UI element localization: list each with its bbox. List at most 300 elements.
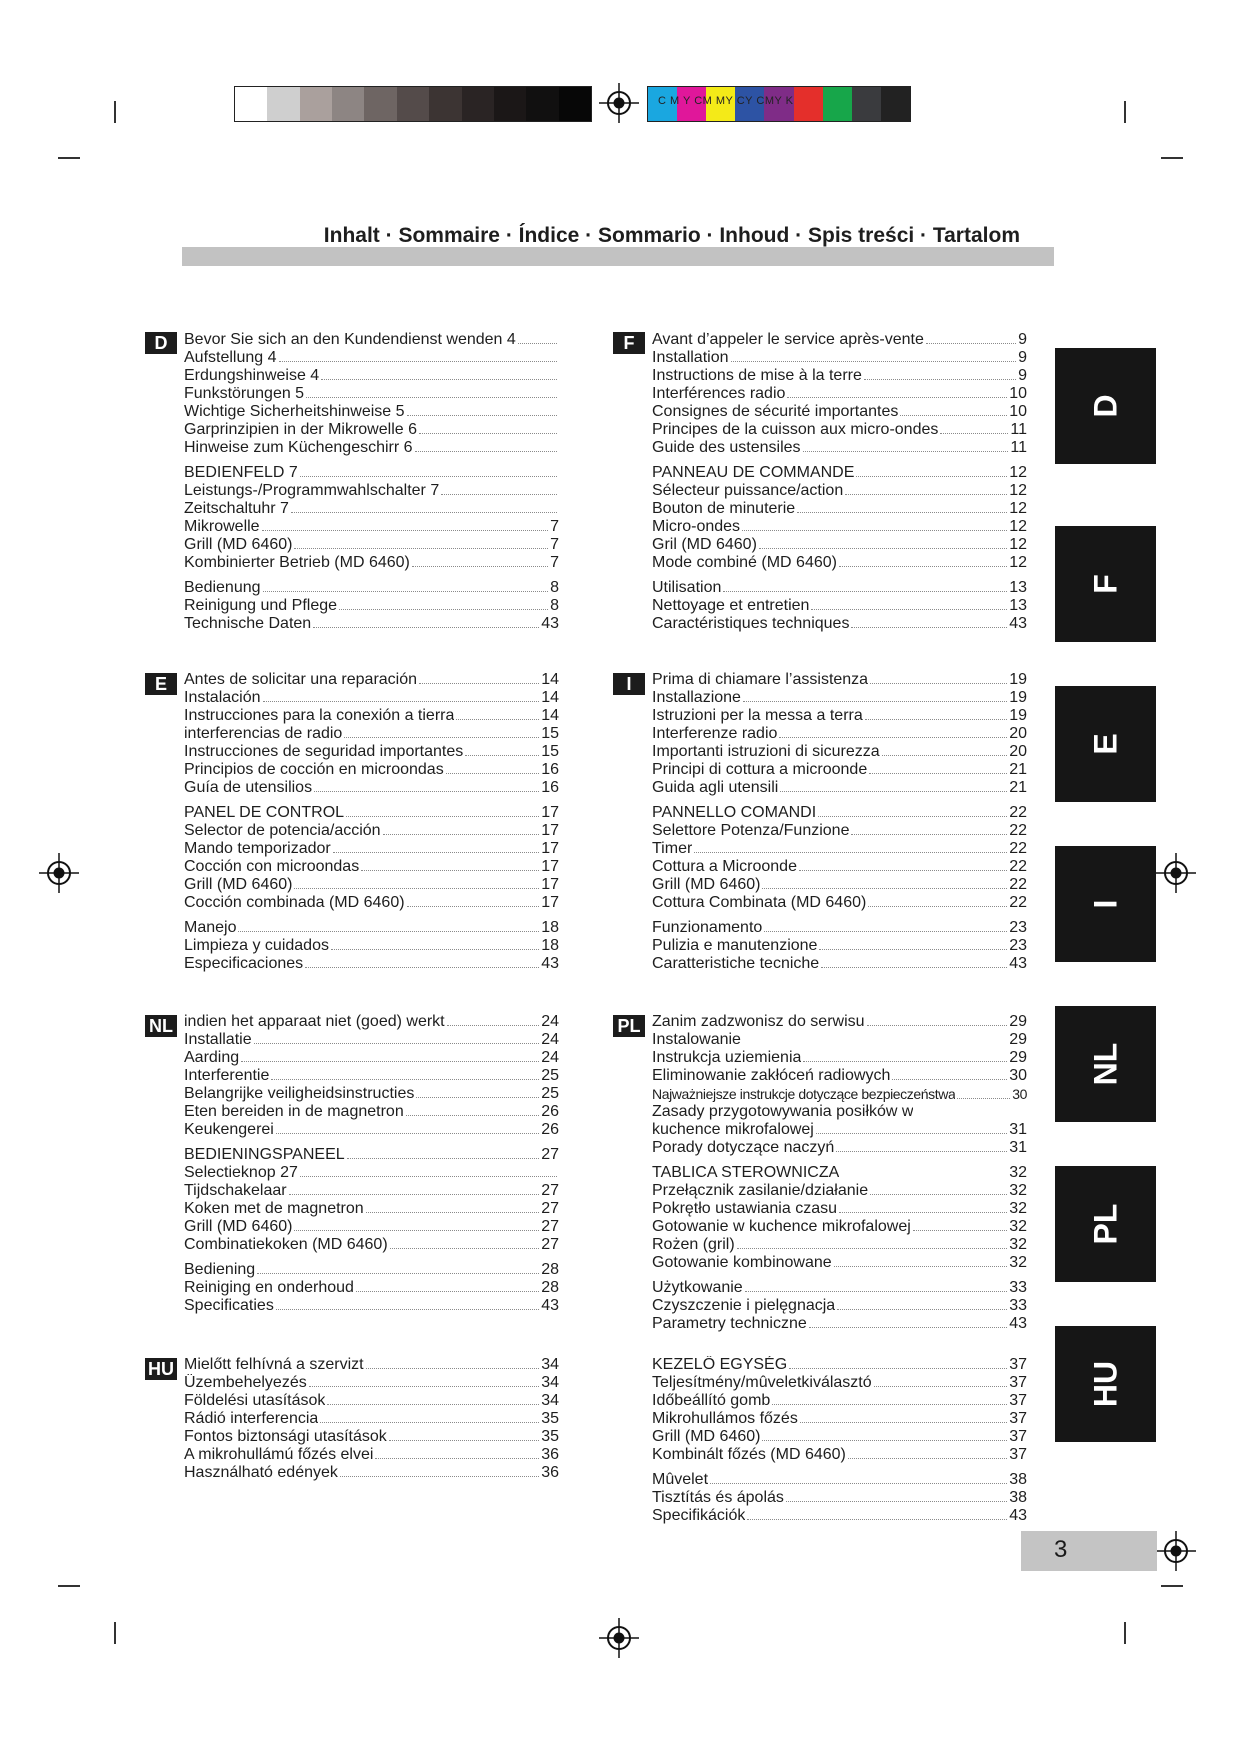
toc-entry-title: PANNELLO COMANDI bbox=[652, 804, 817, 821]
dot-leader bbox=[851, 834, 1007, 835]
toc-entry-title: Principios de cocción en microondas bbox=[184, 761, 444, 778]
toc-entry-page: 30 bbox=[1009, 1067, 1027, 1084]
dot-leader bbox=[957, 1098, 1010, 1099]
toc-entry-title: Mielőtt felhívná a szervizt bbox=[184, 1356, 364, 1373]
toc-entry-title: Tijdschakelaar bbox=[184, 1182, 287, 1199]
dot-leader bbox=[276, 1133, 539, 1134]
toc-entry bbox=[184, 725, 559, 743]
toc-entry-title: Kombinierter Betrieb (MD 6460) bbox=[184, 554, 410, 571]
toc-entry-title: Najważniejsze instrukcje dotyczące bezpieczeństwa bbox=[652, 1086, 956, 1102]
toc-entry bbox=[184, 804, 559, 822]
toc-entry-title: BEDIENFELD 7 bbox=[184, 464, 298, 481]
dot-leader bbox=[356, 1291, 539, 1292]
toc-entry-title: Mûvelet bbox=[652, 1471, 709, 1488]
toc-entry-page: 12 bbox=[1009, 536, 1027, 553]
toc-entry-page: 37 bbox=[1009, 1374, 1027, 1391]
color-swatch bbox=[852, 87, 881, 121]
toc-entry-title: Kombinált főzés (MD 6460) bbox=[652, 1446, 846, 1463]
toc-entry bbox=[652, 1410, 1027, 1428]
toc-entry-page: 8 bbox=[550, 579, 559, 596]
dot-leader bbox=[803, 451, 1009, 452]
toc-entry-page: 25 bbox=[541, 1067, 559, 1084]
color-swatch bbox=[559, 87, 591, 121]
toc-entry-page: 19 bbox=[1009, 671, 1027, 688]
toc-entry-title: Antes de solicitar una reparación bbox=[184, 671, 418, 688]
toc-entry-page: 43 bbox=[1009, 1507, 1027, 1524]
toc-entry bbox=[652, 385, 1027, 403]
dot-leader bbox=[694, 852, 1007, 853]
toc-entry bbox=[184, 1261, 559, 1279]
toc-entry-title: Gotowanie w kuchence mikrofalowej bbox=[652, 1218, 911, 1235]
toc-entry bbox=[652, 349, 1027, 367]
toc-entry bbox=[652, 421, 1027, 439]
toc-entry bbox=[652, 725, 1027, 743]
toc-entry-title: Selector de potencia/acción bbox=[184, 822, 381, 839]
dot-leader bbox=[821, 967, 1007, 968]
toc-entry-page: 43 bbox=[1009, 615, 1027, 632]
dot-leader bbox=[870, 683, 1007, 684]
toc-entry-page: 17 bbox=[541, 894, 559, 911]
side-tab-d: D bbox=[1055, 348, 1156, 464]
toc-entry bbox=[184, 1049, 559, 1067]
toc-entry-title: Grill (MD 6460) bbox=[652, 876, 761, 893]
toc-entry bbox=[184, 1182, 559, 1200]
toc-entry-page: 34 bbox=[541, 1374, 559, 1391]
dot-leader bbox=[366, 1212, 540, 1213]
dot-leader bbox=[441, 494, 557, 495]
toc-entry-page: 32 bbox=[1009, 1164, 1027, 1181]
toc-entry-title: Földelési utasítások bbox=[184, 1392, 326, 1409]
color-swatch bbox=[332, 87, 364, 121]
color-bar-label: C M Y CM MY CY CMY K bbox=[658, 95, 794, 107]
toc-entry-page: 12 bbox=[1009, 500, 1027, 517]
toc-entry-title: Limpieza y cuidados bbox=[184, 937, 329, 954]
dot-leader bbox=[803, 1061, 1007, 1062]
toc-entry-title: Especificaciones bbox=[184, 955, 304, 972]
dot-leader bbox=[851, 627, 1007, 628]
toc-entry bbox=[652, 1067, 1027, 1085]
toc-section-i bbox=[652, 671, 1027, 973]
toc-entry bbox=[184, 1121, 559, 1139]
dot-leader bbox=[327, 1404, 539, 1405]
toc-entry-page: 22 bbox=[1009, 894, 1027, 911]
color-swatch bbox=[429, 87, 461, 121]
toc-entry-title: Instructions de mise à la terre bbox=[652, 367, 862, 384]
toc-entry bbox=[652, 1085, 1027, 1103]
toc-entry-page: 35 bbox=[541, 1428, 559, 1445]
dot-leader bbox=[837, 1309, 1007, 1310]
toc-section-d bbox=[184, 331, 559, 633]
dot-leader bbox=[834, 1266, 1008, 1267]
toc-entry-title: Eliminowanie zakłóceń radiowych bbox=[652, 1067, 891, 1084]
toc-entry-page: 33 bbox=[1009, 1297, 1027, 1314]
toc-entry-title: kuchence mikrofalowej bbox=[652, 1121, 814, 1138]
toc-entry-title: Specificaties bbox=[184, 1297, 274, 1314]
toc-entry-title: Reiniging en onderhoud bbox=[184, 1279, 354, 1296]
toc-entry bbox=[184, 367, 559, 385]
dot-leader bbox=[780, 791, 1007, 792]
dot-leader bbox=[406, 1115, 539, 1116]
toc-entry-page: 22 bbox=[1009, 840, 1027, 857]
registration-mark-icon bbox=[599, 83, 639, 123]
toc-entry-page: 36 bbox=[541, 1464, 559, 1481]
section-tag-pl: PL bbox=[613, 1015, 645, 1037]
toc-entry bbox=[184, 955, 559, 973]
toc-entry-page: 22 bbox=[1009, 876, 1027, 893]
dot-leader bbox=[745, 1291, 1008, 1292]
toc-entry-title: Parametry techniczne bbox=[652, 1315, 807, 1332]
toc-entry-page: 32 bbox=[1009, 1182, 1027, 1199]
toc-entry bbox=[652, 1236, 1027, 1254]
side-tab-e: E bbox=[1055, 686, 1156, 802]
toc-entry-title: Installation bbox=[652, 349, 729, 366]
toc-entry-page: 23 bbox=[1009, 937, 1027, 954]
toc-entry bbox=[652, 1121, 1027, 1139]
toc-entry-title: BEDIENINGSPANEEL bbox=[184, 1146, 345, 1163]
toc-entry bbox=[652, 1139, 1027, 1157]
toc-entry bbox=[184, 743, 559, 761]
toc-entry-title: Aarding bbox=[184, 1049, 240, 1066]
toc-entry-page: 18 bbox=[541, 919, 559, 936]
dot-leader bbox=[723, 591, 1007, 592]
toc-section-hu bbox=[184, 1356, 559, 1482]
side-tab-f: F bbox=[1055, 526, 1156, 642]
toc-entry-page: 43 bbox=[1009, 1315, 1027, 1332]
dot-leader bbox=[333, 852, 539, 853]
crop-mark bbox=[114, 101, 116, 123]
toc-entry-title: Leistungs-/Programmwahlschalter 7 bbox=[184, 482, 440, 499]
toc-entry-page: 43 bbox=[541, 1297, 559, 1314]
toc-entry bbox=[652, 1356, 1027, 1374]
toc-entry-page: 12 bbox=[1009, 482, 1027, 499]
toc-entry-title: Interferentie bbox=[184, 1067, 270, 1084]
toc-entry bbox=[652, 1013, 1027, 1031]
toc-entry bbox=[652, 707, 1027, 725]
toc-entry bbox=[652, 779, 1027, 797]
color-swatch bbox=[300, 87, 332, 121]
toc-entry bbox=[652, 919, 1027, 937]
toc-entry-title: Technische Daten bbox=[184, 615, 312, 632]
toc-entry-title: Porady dotyczące naczyń bbox=[652, 1139, 835, 1156]
toc-entry bbox=[652, 822, 1027, 840]
dot-leader bbox=[416, 1097, 539, 1098]
toc-entry-page: 31 bbox=[1009, 1139, 1027, 1156]
toc-entry-title: Grill (MD 6460) bbox=[652, 1428, 761, 1445]
dot-leader bbox=[845, 494, 1007, 495]
dot-leader bbox=[816, 1133, 1007, 1134]
dot-leader bbox=[294, 888, 539, 889]
toc-entry bbox=[184, 536, 559, 554]
toc-entry bbox=[652, 894, 1027, 912]
toc-entry-page: 9 bbox=[1018, 331, 1027, 348]
dot-leader bbox=[818, 816, 1007, 817]
toc-entry-page: 10 bbox=[1009, 385, 1027, 402]
toc-entry-title: Mikrowelle bbox=[184, 518, 260, 535]
toc-entry bbox=[184, 858, 559, 876]
toc-entry-title: A mikrohullámú főzés elvei bbox=[184, 1446, 374, 1463]
toc-entry bbox=[184, 779, 559, 797]
toc-entry bbox=[184, 615, 559, 633]
registration-mark-icon bbox=[39, 853, 79, 893]
toc-entry bbox=[184, 597, 559, 615]
toc-entry-page: 30 bbox=[1012, 1086, 1027, 1102]
dot-leader bbox=[762, 888, 1007, 889]
toc-entry bbox=[652, 689, 1027, 707]
toc-entry bbox=[184, 1031, 559, 1049]
toc-entry-title: Użytkowanie bbox=[652, 1279, 743, 1296]
color-swatch bbox=[881, 87, 910, 121]
dot-leader bbox=[772, 1404, 1007, 1405]
toc-entry-page: 32 bbox=[1009, 1200, 1027, 1217]
section-tag-d: D bbox=[145, 332, 177, 354]
toc-entry-title: Caratteristiche tecniche bbox=[652, 955, 820, 972]
dot-leader bbox=[305, 967, 539, 968]
toc-entry bbox=[184, 1085, 559, 1103]
toc-entry-title: Nettoyage et entretien bbox=[652, 597, 810, 614]
dot-leader bbox=[447, 1025, 540, 1026]
toc-entry-title: Grill (MD 6460) bbox=[184, 1218, 293, 1235]
toc-entry-title: Koken met de magnetron bbox=[184, 1200, 364, 1217]
toc-entry-page: 15 bbox=[541, 743, 559, 760]
dot-leader bbox=[383, 834, 540, 835]
dot-leader bbox=[407, 906, 540, 907]
dot-leader bbox=[361, 870, 539, 871]
dot-leader bbox=[870, 1194, 1007, 1195]
toc-entry-page: 19 bbox=[1009, 689, 1027, 706]
toc-section-pl bbox=[652, 1013, 1027, 1333]
toc-entry bbox=[652, 615, 1027, 633]
toc-entry-title: Zeitschaltuhr 7 bbox=[184, 500, 289, 517]
toc-entry bbox=[652, 403, 1027, 421]
toc-entry-title: Istruzioni per la messa a terra bbox=[652, 707, 863, 724]
toc-entry bbox=[184, 1464, 559, 1482]
dot-leader bbox=[291, 512, 557, 513]
dot-leader bbox=[743, 701, 1007, 702]
toc-entry-page: 17 bbox=[541, 804, 559, 821]
toc-entry-title: Gotowanie kombinowane bbox=[652, 1254, 832, 1271]
toc-entry-title: Használható edények bbox=[184, 1464, 338, 1481]
dot-leader bbox=[759, 548, 1007, 549]
toc-entry-title: PANEL DE CONTROL bbox=[184, 804, 345, 821]
dot-leader bbox=[407, 415, 557, 416]
dot-leader bbox=[786, 1501, 1007, 1502]
toc-entry-page: 27 bbox=[541, 1200, 559, 1217]
dot-leader bbox=[940, 433, 1008, 434]
toc-entry-title: Instalowanie bbox=[652, 1031, 741, 1048]
color-swatch bbox=[794, 87, 823, 121]
toc-entry bbox=[652, 1489, 1027, 1507]
registration-mark-icon bbox=[1156, 1531, 1196, 1571]
toc-entry bbox=[184, 500, 559, 518]
crop-mark bbox=[1124, 1622, 1126, 1644]
dot-leader bbox=[331, 949, 539, 950]
toc-entry-title: Cocción con microondas bbox=[184, 858, 360, 875]
toc-entry-page: 28 bbox=[541, 1279, 559, 1296]
dot-leader bbox=[412, 566, 548, 567]
toc-entry bbox=[652, 464, 1027, 482]
toc-entry-title: Avant d’appeler le service après-vente bbox=[652, 331, 924, 348]
toc-entry bbox=[652, 1031, 1027, 1049]
toc-entry-page: 24 bbox=[541, 1013, 559, 1030]
dot-leader bbox=[390, 1248, 540, 1249]
toc-entry-page: 31 bbox=[1009, 1121, 1027, 1138]
registration-mark-icon bbox=[599, 1618, 639, 1658]
toc-entry bbox=[652, 1218, 1027, 1236]
toc-entry-page: 7 bbox=[550, 518, 559, 535]
toc-entry-page: 29 bbox=[1009, 1013, 1027, 1030]
page-number-box bbox=[1021, 1531, 1157, 1571]
toc-entry bbox=[184, 1392, 559, 1410]
section-tag-i: I bbox=[613, 673, 645, 695]
toc-entry-title: Micro-ondes bbox=[652, 518, 741, 535]
dot-leader bbox=[279, 361, 557, 362]
dot-leader bbox=[819, 949, 1007, 950]
toc-entry bbox=[652, 858, 1027, 876]
dot-leader bbox=[799, 870, 1007, 871]
toc-entry bbox=[184, 876, 559, 894]
section-tag-hu: HU bbox=[145, 1358, 177, 1380]
toc-entry-page: 21 bbox=[1009, 761, 1027, 778]
toc-entry-page: 7 bbox=[550, 554, 559, 571]
color-swatch bbox=[462, 87, 494, 121]
dot-leader bbox=[762, 1440, 1007, 1441]
dot-leader bbox=[276, 1309, 539, 1310]
toc-entry-title: Rádió interferencia bbox=[184, 1410, 319, 1427]
toc-entry bbox=[652, 955, 1027, 973]
dot-leader bbox=[309, 1386, 539, 1387]
dot-leader bbox=[779, 737, 1007, 738]
toc-entry bbox=[184, 894, 559, 912]
toc-entry-title: Bouton de minuterie bbox=[652, 500, 796, 517]
toc-entry bbox=[652, 1471, 1027, 1489]
toc-entry-page: 22 bbox=[1009, 804, 1027, 821]
dot-leader bbox=[344, 737, 539, 738]
toc-entry-title: Fontos biztonsági utasítások bbox=[184, 1428, 387, 1445]
dot-leader bbox=[262, 530, 549, 531]
dot-leader bbox=[864, 379, 1016, 380]
toc-entry bbox=[652, 518, 1027, 536]
toc-entry bbox=[184, 937, 559, 955]
toc-entry bbox=[184, 1410, 559, 1428]
dot-leader bbox=[856, 476, 1007, 477]
toc-section-nl bbox=[184, 1013, 559, 1315]
toc-entry-title: Combinatiekoken (MD 6460) bbox=[184, 1236, 388, 1253]
dot-leader bbox=[419, 433, 557, 434]
toc-entry-page: 27 bbox=[541, 1182, 559, 1199]
toc-entry-title: Caractéristiques techniques bbox=[652, 615, 850, 632]
dot-leader bbox=[710, 1483, 1007, 1484]
toc-entry bbox=[652, 1315, 1027, 1333]
toc-entry bbox=[184, 331, 559, 349]
dot-leader bbox=[882, 755, 1008, 756]
registration-mark-icon bbox=[1156, 853, 1196, 893]
toc-entry bbox=[652, 1182, 1027, 1200]
toc-entry-page: 33 bbox=[1009, 1279, 1027, 1296]
toc-entry-title: Guida agli utensili bbox=[652, 779, 779, 796]
toc-entry bbox=[184, 1236, 559, 1254]
toc-entry bbox=[652, 840, 1027, 858]
toc-entry-title: TABLICA STEROWNICZA bbox=[652, 1164, 840, 1181]
toc-entry bbox=[652, 876, 1027, 894]
toc-entry bbox=[652, 1374, 1027, 1392]
toc-entry bbox=[652, 761, 1027, 779]
color-swatch bbox=[823, 87, 852, 121]
toc-entry bbox=[652, 1297, 1027, 1315]
toc-entry-title: Przełącznik zasilanie/działanie bbox=[652, 1182, 869, 1199]
toc-entry-title: Gril (MD 6460) bbox=[652, 536, 757, 553]
toc-entry-page: 14 bbox=[541, 671, 559, 688]
toc-entry bbox=[184, 1218, 559, 1236]
toc-entry-page: 9 bbox=[1018, 349, 1027, 366]
toc-entry bbox=[652, 1507, 1027, 1525]
toc-entry-page: 28 bbox=[541, 1261, 559, 1278]
toc-entry-title: Instrucciones para la conexión a tierra bbox=[184, 707, 455, 724]
dot-leader bbox=[263, 701, 540, 702]
toc-entry bbox=[652, 937, 1027, 955]
toc-entry-page: 13 bbox=[1009, 597, 1027, 614]
toc-entry bbox=[184, 1297, 559, 1315]
toc-entry-page: 12 bbox=[1009, 464, 1027, 481]
toc-entry bbox=[652, 1428, 1027, 1446]
toc-entry-title: Guía de utensilios bbox=[184, 779, 313, 796]
toc-entry bbox=[184, 518, 559, 536]
toc-entry-page: 27 bbox=[541, 1146, 559, 1163]
toc-entry-title: Installatie bbox=[184, 1031, 252, 1048]
toc-section-f bbox=[652, 331, 1027, 633]
toc-entry-title: Specifikációk bbox=[652, 1507, 746, 1524]
toc-entry-page: 37 bbox=[1009, 1356, 1027, 1373]
toc-entry-page: 21 bbox=[1009, 779, 1027, 796]
toc-entry-title: Pulizia e manutenzione bbox=[652, 937, 818, 954]
toc-entry bbox=[184, 1013, 559, 1031]
color-swatch bbox=[267, 87, 299, 121]
toc-entry-page: 22 bbox=[1009, 822, 1027, 839]
toc-entry-page: 16 bbox=[541, 761, 559, 778]
toc-entry-page: 27 bbox=[541, 1236, 559, 1253]
toc-entry bbox=[184, 1103, 559, 1121]
dot-leader bbox=[742, 530, 1007, 531]
dot-leader bbox=[797, 512, 1007, 513]
toc-entry-title: Tisztítás és ápolás bbox=[652, 1489, 784, 1506]
toc-entry-page: 10 bbox=[1009, 403, 1027, 420]
dot-leader bbox=[789, 1368, 1007, 1369]
dot-leader bbox=[366, 1368, 540, 1369]
toc-entry-page: 24 bbox=[541, 1031, 559, 1048]
toc-entry-page: 32 bbox=[1009, 1218, 1027, 1235]
side-tab-pl: PL bbox=[1055, 1166, 1156, 1282]
toc-entry-page: 8 bbox=[550, 597, 559, 614]
toc-entry-page: 23 bbox=[1009, 919, 1027, 936]
toc-entry-title: KEZELŐ EGYSÉG bbox=[652, 1356, 788, 1373]
toc-entry-page: 24 bbox=[541, 1049, 559, 1066]
toc-entry-title: Consignes de sécurité importantes bbox=[652, 403, 899, 420]
toc-entry-page: 32 bbox=[1009, 1254, 1027, 1271]
toc-entry-page: 17 bbox=[541, 822, 559, 839]
toc-entry bbox=[652, 500, 1027, 518]
toc-entry bbox=[184, 1067, 559, 1085]
toc-entry-page: 34 bbox=[541, 1392, 559, 1409]
toc-entry-page: 9 bbox=[1018, 367, 1027, 384]
section-tag-e: E bbox=[145, 673, 177, 695]
toc-entry-title: Bevor Sie sich an den Kundendienst wenden 4 bbox=[184, 331, 516, 348]
toc-entry bbox=[652, 1164, 1027, 1182]
dot-leader bbox=[300, 1176, 557, 1177]
dot-leader bbox=[865, 719, 1007, 720]
section-tag-nl: NL bbox=[145, 1015, 177, 1037]
dot-leader bbox=[456, 719, 539, 720]
dot-leader bbox=[313, 627, 539, 628]
toc-entry-title: Erdungshinweise 4 bbox=[184, 367, 320, 384]
